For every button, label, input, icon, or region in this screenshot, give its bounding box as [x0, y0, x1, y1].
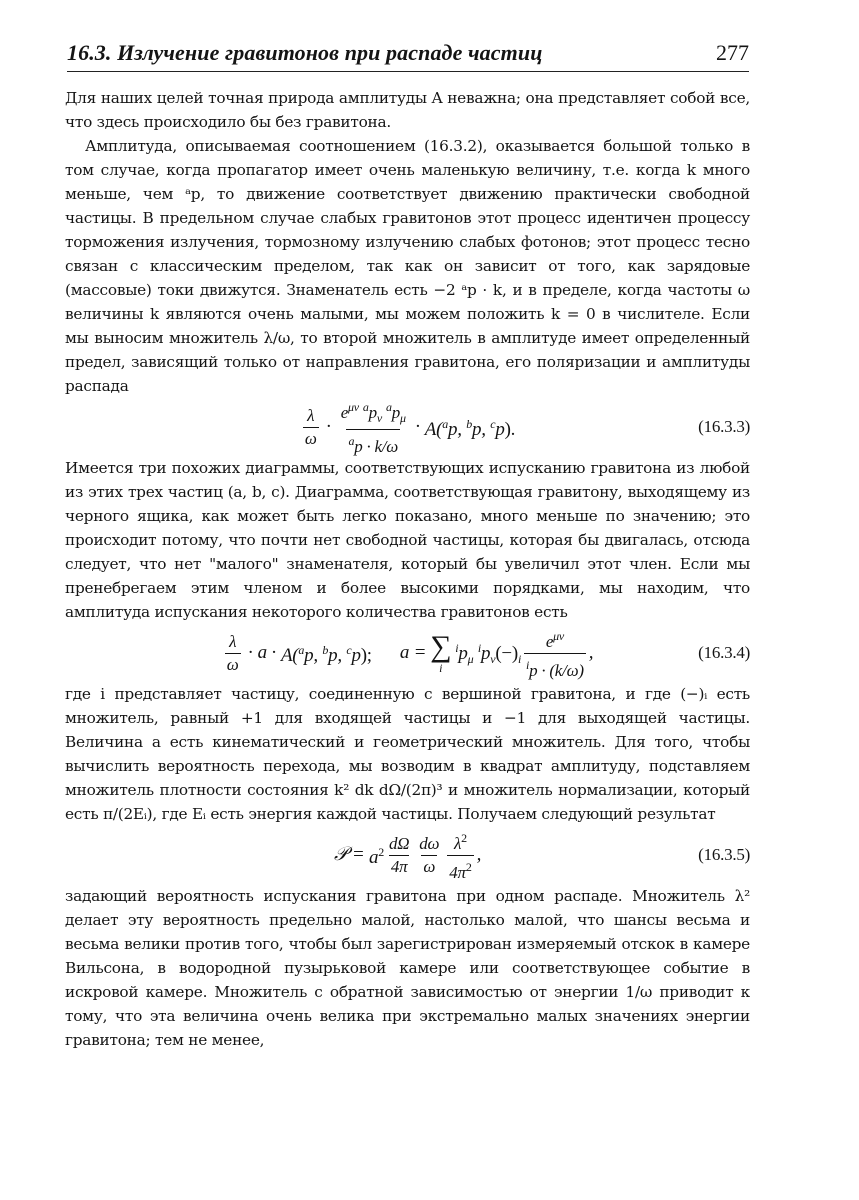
numerator: $\lambda^2$ — [453, 830, 467, 853]
page-number: 277 — [716, 40, 749, 65]
paragraph-1: Для наших целей точная природа амплитуды A неважна; она представляет собой все, что здесь происходило бы без гравитона. — [65, 89, 750, 131]
fraction-lambda-omega — [303, 406, 319, 449]
denominator: $4\pi^2$ — [447, 855, 473, 883]
fraction-dOmega — [387, 834, 411, 877]
header-rule — [67, 71, 749, 72]
sum-term: $^ip_\mu$ $^ip_\nu(-)_i$ — [455, 640, 522, 666]
equation-number: (16.3.3) — [698, 417, 750, 436]
denominator: ω — [226, 654, 239, 674]
fraction-lambda-omega — [225, 632, 241, 675]
amplitude-term: A($^a$p, $^b$p, $^c$p); — [280, 643, 372, 666]
fraction-tensor — [339, 397, 408, 457]
sum-operator: ∑ i — [430, 630, 452, 675]
fraction-e-over-p — [524, 626, 586, 681]
symbol-a: a — [257, 642, 267, 663]
section-title: 16.3. Излучение гравитонов при распаде частиц — [67, 40, 543, 65]
numerator: λ — [307, 405, 315, 425]
fraction-domega — [417, 834, 441, 877]
denominator: $^a$p · k/ω — [346, 429, 400, 457]
body-text — [65, 86, 750, 1052]
fraction-lambda-squared — [447, 828, 473, 883]
a-definition: a = — [399, 642, 427, 663]
paragraph-4: где i представляет частицу, соединенную с вершиной гравитона, и где (−)ᵢ есть множитель, равный +1 для входящей частицы и −1 для выходящей частицы. Величина a есть кинематический и геометрический множитель. Для того, чтобы вычислить вероятность перехода, мы возводим в квадрат амплитуду, подставляем множитель плотности состояния k² dk dΩ/(2π)³ и множитель нормализации, который есть π/(2Eᵢ), где Eᵢ есть энергия каждой частицы. Получаем следующий результат — [65, 685, 750, 823]
running-head — [67, 40, 749, 74]
dot-operator: · — [247, 642, 254, 663]
denominator: ω — [423, 856, 436, 876]
dot-operator: · — [325, 416, 332, 437]
numerator: λ — [229, 631, 237, 651]
comma: , — [588, 642, 594, 663]
equation-16-3-3 — [65, 398, 750, 456]
equation-number: (16.3.5) — [698, 845, 750, 864]
equation-16-3-4 — [65, 624, 750, 682]
paragraph-3: Имеется три похожих диаграммы, соответствующих испусканию гравитона из любой из этих трех частиц (a, b, c). Диаграмма, соответствующая гравитону, выходящему из черного ящика, как может быть легко показано, много меньше по значению; это происходит потому, что почти нет свободной частицы, которая бы двигалась, отсюда следует, что нет "малого" знаменателя, который бы увеличил этот член. Если мы пренебрегаем этим членом и более высокими порядками, мы находим, что амплитуда испускания некоторого количества гравитонов есть — [65, 459, 750, 621]
equation-16-3-5 — [65, 826, 750, 884]
amplitude-term: A($^a$p, $^b$p, $^c$p). — [424, 417, 516, 440]
numerator: $e^{\mu\nu}$ $^ap_\nu$ $^ap_\mu$ — [340, 400, 406, 425]
probability-symbol: 𝒫 = — [333, 844, 365, 865]
numerator: dΩ — [388, 833, 410, 853]
a-squared: $a^2$ — [368, 845, 384, 868]
denominator: ω — [304, 428, 317, 448]
dot-operator: · — [414, 416, 421, 437]
paragraph-5: задающий вероятность испускания гравитона при одном распаде. Множитель λ² делает эту вероятность предельно малой, настолько малой, что шансы весьма и весьма велики против того, чтобы был зарегистрирован измеряемый отскок в камере Вильсона, в водородной пузырьковой камере или соответствующее событие в искровой камере. Множитель с обратной зависимостью от энергии 1/ω приводит к тому, что эта величина очень велика при экстремально малых значениях энергии гравитона; тем не менее, — [65, 887, 750, 1049]
numerator: $e^{\mu\nu}$ — [545, 628, 564, 651]
dot-operator: · — [270, 642, 277, 663]
numerator: dω — [419, 833, 440, 853]
paragraph-2: Амплитуда, описываемая соотношением (16.3.2), оказывается большой только в том случае, когда пропагатор имеет очень маленькую величину, т.е. когда k много меньше, чем ᵃp, то движение соответствует движению практически свободной частицы. В предельном случае слабых гравитонов этот процесс идентичен процессу торможения излучения, тормозному излучению слабых фотонов; этот процесс тесно связан с классическим пределом, так как он зависит от того, как зарядовые (массовые) токи движутся. Знаменатель есть −2 ᵃp · k, и в пределе, когда частоты ω величины k являются очень малыми, мы можем положить k = 0 в числителе. Если мы выносим множитель λ/ω, то второй множитель в амплитуде имеет определенный предел, зависящий только от направления гравитона, его поляризации и амплитуды распада — [65, 137, 750, 395]
equation-number: (16.3.4) — [698, 643, 750, 662]
comma: , — [476, 844, 482, 865]
denominator: $^i$p · (k/ω) — [524, 653, 586, 681]
denominator: 4π — [390, 856, 408, 876]
